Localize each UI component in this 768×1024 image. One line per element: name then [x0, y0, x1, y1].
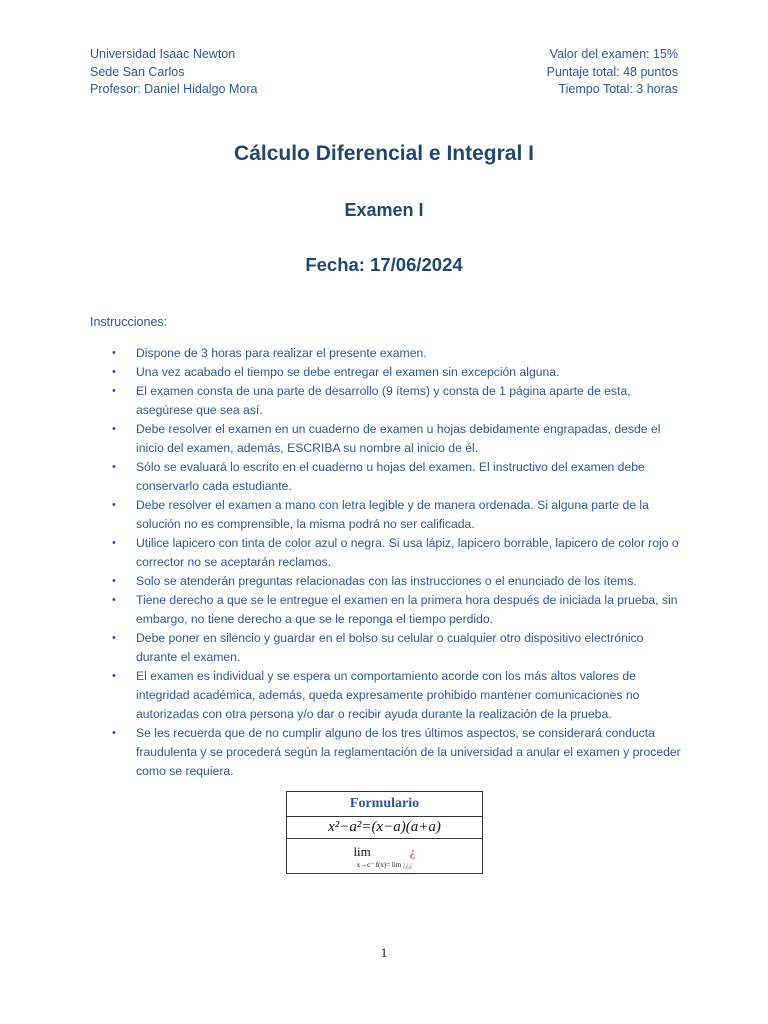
- formula-limit-cell: [287, 839, 483, 874]
- limit-subline-left: x→c⁻ f(x)=: [356, 861, 391, 869]
- instruction-text: El examen consta de una parte de desarrollo (9 ítems) y consta de 1 página aparte de esta, asegúrese que sea así.: [136, 384, 631, 417]
- university-name: Universidad Isaac Newton: [90, 47, 236, 61]
- list-item: [112, 724, 682, 781]
- exam-value: Valor del examen: 15%: [549, 47, 678, 61]
- bullet-icon: •: [112, 727, 116, 739]
- list-item: [112, 496, 682, 534]
- list-item: [112, 382, 682, 420]
- formula-difference-of-squares: x²−a²=(x−a)(a+a): [287, 817, 483, 839]
- instruction-text: Debe poner en silencio y guardar en el bolso su celular o cualquier otro dispositivo electrónico durante el examen.: [136, 631, 644, 664]
- instructions-label: Instrucciones:: [90, 315, 168, 329]
- instruction-text: Debe resolver el examen en un cuaderno de examen u hojas debidamente engrapadas, desde el inicio del examen, además, ESCRIBA su nombre al inicio de él.: [136, 422, 661, 455]
- bullet-icon: •: [112, 366, 116, 378]
- bullet-icon: •: [112, 499, 116, 511]
- bullet-icon: •: [112, 594, 116, 606]
- instructions-list: [112, 344, 682, 781]
- formula-table: [286, 791, 483, 874]
- limit-subline-lim: lim: [391, 861, 402, 869]
- bullet-icon: •: [112, 347, 116, 359]
- list-item: [112, 344, 682, 363]
- instruction-text: Debe resolver el examen a mano con letra legible y de manera ordenada. Si alguna parte de la solución no es comprensible, la misma podrá no ser calificada.: [136, 498, 649, 531]
- bullet-icon: •: [112, 670, 116, 682]
- bullet-icon: •: [112, 423, 116, 435]
- instruction-text: Una vez acabado el tiempo se debe entregar el examen sin excepción alguna.: [136, 365, 560, 379]
- bullet-icon: •: [112, 537, 116, 549]
- formula-table-title: Formulario: [287, 792, 483, 817]
- limit-error-mark: ¿: [409, 844, 416, 859]
- instruction-text: Dispone de 3 horas para realizar el presente examen.: [136, 346, 427, 360]
- list-item: [112, 458, 682, 496]
- bullet-icon: •: [112, 385, 116, 397]
- total-time: Tiempo Total: 3 horas: [558, 82, 678, 96]
- limit-label: lim: [353, 844, 371, 859]
- limit-subline: [287, 861, 482, 869]
- page-number: 1: [380, 945, 388, 960]
- instruction-text: Solo se atenderán preguntas relacionadas con las instrucciones o el enunciado de los ítems.: [136, 574, 637, 588]
- list-item: [112, 629, 682, 667]
- list-item: [112, 667, 682, 724]
- exam-date: Fecha: 17/06/2024: [305, 254, 463, 275]
- list-item: [112, 534, 682, 572]
- instruction-text: Se les recuerda que de no cumplir alguno de los tres últimos aspectos, se considerará conducta fraudulenta y se procederá según la reglamentación de la universidad a anular el examen y proceder como se requiera.: [136, 726, 681, 778]
- instruction-text: Utilice lapicero con tinta de color azul o negra. Si usa lápiz, lapicero borrable, lapicero de color rojo o corrector no se aceptarán reclamos.: [136, 536, 679, 569]
- course-title: Cálculo Diferencial e Integral I: [234, 142, 534, 165]
- exam-title: Examen I: [344, 200, 424, 220]
- instruction-text: Sólo se evaluará lo escrito en el cuaderno u hojas del examen. El instructivo del examen debe conservarlo cada estudiante.: [136, 460, 645, 493]
- list-item: [112, 572, 682, 591]
- list-item: [112, 363, 682, 382]
- list-item: [112, 420, 682, 458]
- bullet-icon: •: [112, 575, 116, 587]
- bullet-icon: •: [112, 632, 116, 644]
- professor-name: Profesor: Daniel Hidalgo Mora: [90, 82, 258, 96]
- limit-expression: [287, 843, 482, 860]
- campus-name: Sede San Carlos: [90, 64, 185, 79]
- header-exam-info-block: [547, 46, 678, 99]
- list-item: [112, 591, 682, 629]
- instruction-text: El examen es individual y se espera un comportamiento acorde con los más altos valores de integridad académica, además, queda expresamente prohibido mantener comunicaciones no autorizadas con otra persona y/o dar o recibir ayuda durante la realización de la prueba.: [136, 669, 640, 721]
- total-score: Puntaje total: 48 puntos: [546, 64, 678, 79]
- instruction-text: Tiene derecho a que se le entregue el examen en la primera hora después de iniciada la prueba, sin embargo, no tiene derecho a que se le reponga el tiempo perdido.: [136, 593, 678, 626]
- limit-subline-error-mark: ¿¿¿: [403, 861, 413, 869]
- header-institution-block: [90, 46, 257, 99]
- bullet-icon: •: [112, 461, 116, 473]
